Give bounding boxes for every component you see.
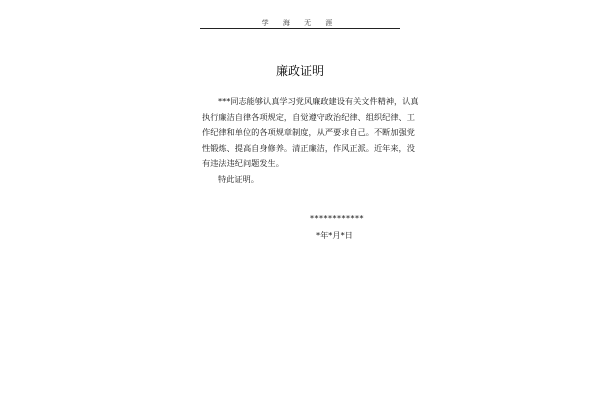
header-divider: [200, 28, 400, 29]
body-line: 执行廉洁自律各项规定，自觉遵守政治纪律、组织纪律、工: [202, 111, 415, 122]
running-header: 学 海 无 涯: [261, 19, 339, 27]
body-line: 作纪律和单位的各项规章制度，从严要求自己。不断加强党: [202, 127, 415, 137]
body-line: ***同志能够认真学习党风廉政建设有关文件精神，认真: [218, 96, 419, 106]
body-line: 性锻炼、提高自身修养。清正廉洁，作风正派。近年来，没: [202, 142, 415, 153]
document-title: 廉政证明: [275, 64, 324, 78]
document-body: [202, 94, 419, 187]
signature-date: *年*月*日: [316, 230, 353, 240]
closing-line: 特此证明。: [218, 173, 259, 184]
body-line: 有违法违纪问题发生。: [202, 158, 284, 168]
signer-name: ************: [310, 214, 364, 223]
